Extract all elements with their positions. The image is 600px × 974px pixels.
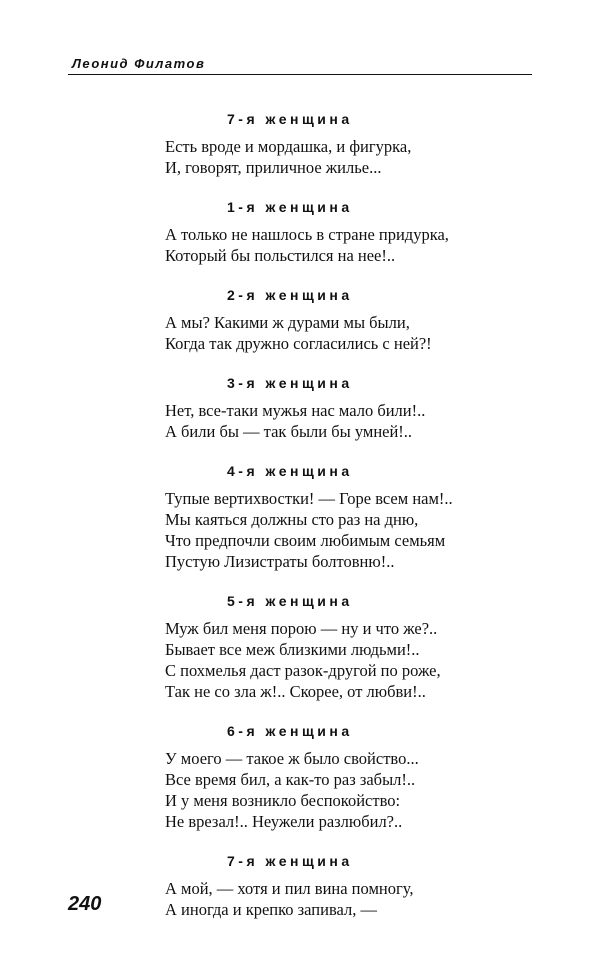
header-author: Леонид Филатов xyxy=(72,56,206,71)
stanza xyxy=(165,748,545,832)
verse-line: Все время бил, а как-то раз забыл!.. xyxy=(165,770,416,789)
stanza xyxy=(165,312,545,354)
stanza xyxy=(165,136,545,178)
verse-line: И у меня возникло беспокойство: xyxy=(165,791,401,810)
verse-line: Есть вроде и мордашка, и фигурка, xyxy=(165,137,412,156)
verse-line: А били бы — так были бы умней!.. xyxy=(165,422,413,441)
verse-line: Мы каяться должны сто раз на дню, xyxy=(165,510,419,529)
speaker-label: 2-я женщина xyxy=(227,287,353,303)
speaker-label: 7-я женщина xyxy=(227,111,353,127)
verse-line: Муж бил меня порою — ну и что же?.. xyxy=(165,619,438,638)
verse-line: С похмелья даст разок-другой по роже, xyxy=(165,661,441,680)
verse-line: Тупые вертихвостки! — Горе всем нам!.. xyxy=(165,489,453,508)
speaker-label: 1-я женщина xyxy=(227,199,353,215)
verse-line: Пустую Лизистраты болтовню!.. xyxy=(165,552,395,571)
speaker-label: 3-я женщина xyxy=(227,375,353,391)
verse-line: И, говорят, приличное жилье... xyxy=(165,158,382,177)
verse-line: Когда так дружно согласились с ней?! xyxy=(165,334,432,353)
verse-line: У моего — такое ж было свойство... xyxy=(165,749,419,768)
play-text xyxy=(165,108,545,920)
page-number: 240 xyxy=(68,893,102,915)
running-header xyxy=(68,56,532,75)
stanza xyxy=(165,488,545,572)
speaker-label: 5-я женщина xyxy=(227,593,353,609)
stanza xyxy=(165,618,545,702)
verse-line: Что предпочли своим любимым семьям xyxy=(165,531,446,550)
speaker-label: 4-я женщина xyxy=(227,463,353,479)
stanza xyxy=(165,400,545,442)
stanza xyxy=(165,224,545,266)
verse-line: Нет, все-таки мужья нас мало били!.. xyxy=(165,401,426,420)
verse-line: Бывает все меж близкими людьми!.. xyxy=(165,640,420,659)
verse-line: Не врезал!.. Неужели разлюбил?.. xyxy=(165,812,403,831)
stanza xyxy=(165,878,545,920)
speaker-label: 7-я женщина xyxy=(227,853,353,869)
verse-line: А мы? Какими ж дурами мы были, xyxy=(165,313,410,332)
header-rule xyxy=(68,74,532,75)
speaker-label: 6-я женщина xyxy=(227,723,353,739)
verse-line: А только не нашлось в стране придурка, xyxy=(165,225,449,244)
verse-line: Который бы польстился на нее!.. xyxy=(165,246,396,265)
verse-line: А иногда и крепко запивал, — xyxy=(165,900,377,919)
verse-line: А мой, — хотя и пил вина помногу, xyxy=(165,879,414,898)
verse-line: Так не со зла ж!.. Скорее, от любви!.. xyxy=(165,682,426,701)
